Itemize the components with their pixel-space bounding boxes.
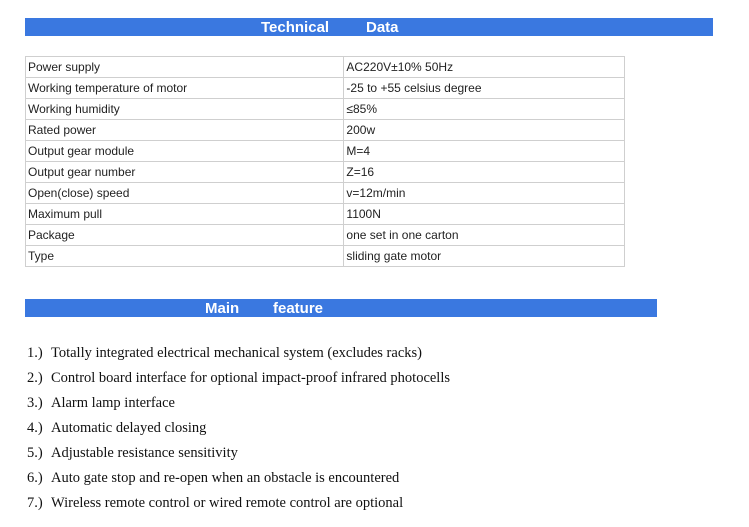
feature-number: 6.) <box>27 470 43 486</box>
spec-label: Maximum pull <box>26 204 344 225</box>
technical-header-word1: Technical <box>261 19 330 36</box>
feature-number: 5.) <box>27 445 43 461</box>
spec-label: Working temperature of motor <box>26 78 344 99</box>
feature-number: 7.) <box>27 495 43 511</box>
table-row <box>26 141 625 162</box>
list-item <box>27 391 450 416</box>
spec-value: M=4 <box>344 141 625 162</box>
feature-text: Control board interface for optional impact-proof infrared photocells <box>51 370 451 386</box>
feature-text: Totally integrated electrical mechanical system (excludes racks) <box>51 345 422 361</box>
list-item <box>27 466 450 491</box>
spec-value: ≤85% <box>344 99 625 120</box>
table-row <box>26 225 625 246</box>
table-row <box>26 246 625 267</box>
table-row <box>26 99 625 120</box>
main-feature-header <box>25 299 657 317</box>
feature-header-word2: feature <box>273 300 324 317</box>
table-row <box>26 162 625 183</box>
spec-label: Open(close) speed <box>26 183 344 204</box>
spec-label: Working humidity <box>26 99 344 120</box>
spec-value: sliding gate motor <box>344 246 625 267</box>
feature-text: Wireless remote control or wired remote control are optional <box>51 495 404 511</box>
spec-label: Package <box>26 225 344 246</box>
feature-list <box>27 341 450 516</box>
spec-label: Rated power <box>26 120 344 141</box>
spec-label: Type <box>26 246 344 267</box>
table-row <box>26 183 625 204</box>
table-row <box>26 120 625 141</box>
technical-header-word2: Data <box>366 19 399 36</box>
table-row <box>26 204 625 225</box>
spec-label: Output gear number <box>26 162 344 183</box>
list-item <box>27 416 450 441</box>
spec-value: 1100N <box>344 204 625 225</box>
feature-number: 3.) <box>27 395 43 411</box>
list-item <box>27 441 450 466</box>
spec-value: -25 to +55 celsius degree <box>344 78 625 99</box>
feature-text: Alarm lamp interface <box>51 395 175 411</box>
spec-label: Output gear module <box>26 141 344 162</box>
feature-number: 4.) <box>27 420 43 436</box>
technical-data-header <box>25 18 713 36</box>
list-item <box>27 366 450 391</box>
spec-value: v=12m/min <box>344 183 625 204</box>
spec-label: Power supply <box>26 57 344 78</box>
feature-text: Adjustable resistance sensitivity <box>51 445 238 461</box>
spec-value: one set in one carton <box>344 225 625 246</box>
table-row <box>26 57 625 78</box>
table-row <box>26 78 625 99</box>
spec-value: 200w <box>344 120 625 141</box>
list-item <box>27 491 450 516</box>
feature-text: Auto gate stop and re-open when an obstacle is encountered <box>51 470 400 486</box>
spec-value: AC220V±10% 50Hz <box>344 57 625 78</box>
feature-header-word1: Main <box>205 300 240 317</box>
feature-number: 1.) <box>27 345 43 361</box>
technical-data-table <box>25 56 625 267</box>
feature-number: 2.) <box>27 370 43 386</box>
list-item <box>27 341 450 366</box>
spec-value: Z=16 <box>344 162 625 183</box>
feature-text: Automatic delayed closing <box>51 420 207 436</box>
